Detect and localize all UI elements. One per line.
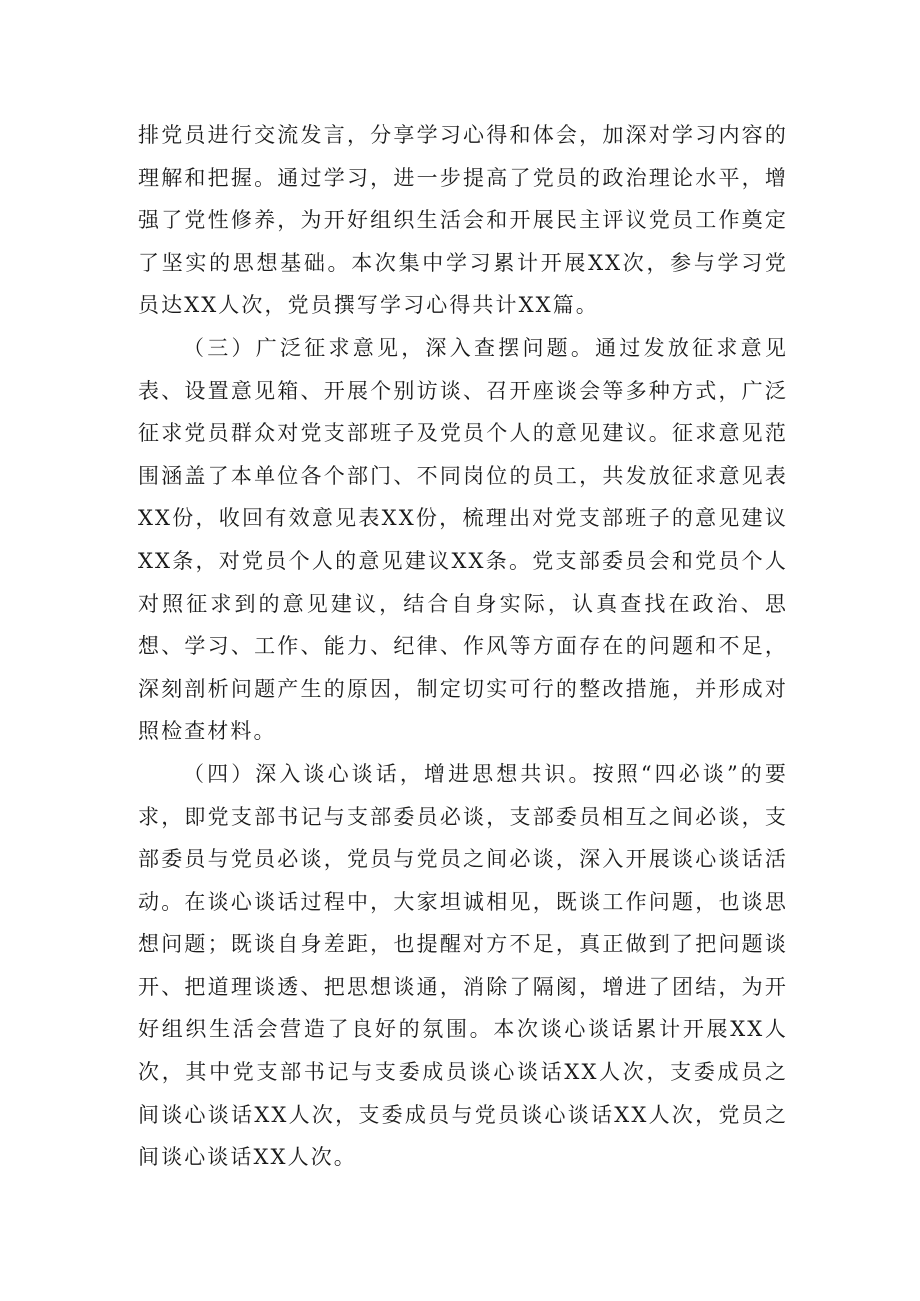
paragraph-study-continuation: 排党员进行交流发言，分享学习心得和体会，加深对学习内容的理解和把握。通过学习，进一步提高了党员的政治理论水平，增强了党性修养，为开好组织生活会和开展民主评议党员工作奠定了坚实的思想基础。本次集中学习累计开展XX次，参与学习党员达XX人次，党员撰写学习心得共计XX篇。	[138, 123, 788, 318]
document-body	[138, 114, 788, 1179]
paragraph-section-4: （四）深入谈心谈话，增进思想共识。按照“四必谈”的要求，即党支部书记与支部委员必谈，支部委员相互之间必谈，支部委员与党员必谈，党员与党员之间必谈，深入开展谈心谈话活动。在谈心谈话过程中，大家坦诚相见，既谈工作问题，也谈思想问题；既谈自身差距，也提醒对方不足，真正做到了把问题谈开、把道理谈透、把思想谈通，消除了隔阂，增进了团结，为开好组织生活会营造了良好的氛围。本次谈心谈话累计开展XX人次，其中党支部书记与支委成员谈心谈话XX人次，支委成员之间谈心谈话XX人次，支委成员与党员谈心谈话XX人次，党员之间谈心谈话XX人次。	[138, 761, 788, 1170]
paragraph-section-3: （三）广泛征求意见，深入查摆问题。通过发放征求意见表、设置意见箱、开展个别访谈、召开座谈会等多种方式，广泛征求党员群众对党支部班子及党员个人的意见建议。征求意见范围涵盖了本单位各个部门、不同岗位的员工，共发放征求意见表XX份，收回有效意见表XX份，梳理出对党支部班子的意见建议XX条，对党员个人的意见建议XX条。党支部委员会和党员个人对照征求到的意见建议，结合自身实际，认真查找在政治、思想、学习、工作、能力、纪律、作风等方面存在的问题和不足，深刻剖析问题产生的原因，制定切实可行的整改措施，并形成对照检查材料。	[138, 335, 788, 744]
